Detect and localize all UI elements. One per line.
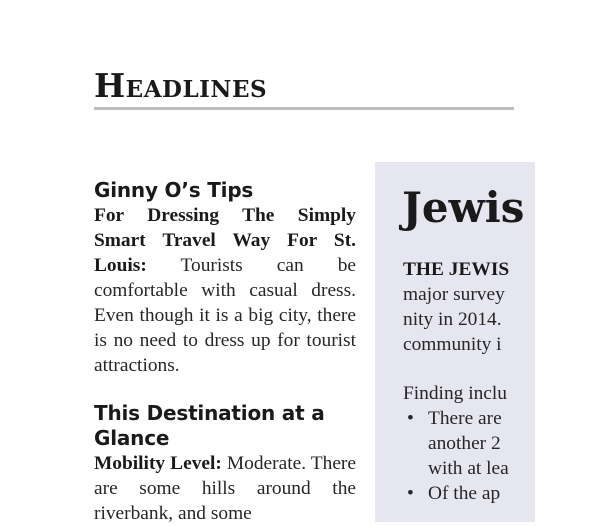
mobility-label: Mobility Level: — [94, 453, 222, 474]
sidebar-title: Jewis — [402, 183, 525, 232]
list-item — [403, 406, 509, 481]
sidebar-intro-line: nity in 2014. — [403, 309, 502, 330]
sidebar-intro-line: community i — [403, 334, 502, 355]
list-item-line: Of the ap — [428, 483, 501, 504]
bullet-icon: • — [407, 408, 414, 429]
tips-lead-text: Tourists can be comfortable with casual dress. Even though it is a big city, there is no need to dress up for tourist attractions. — [94, 255, 356, 376]
sidebar-bullet-list — [403, 406, 509, 506]
section-title: Headlines — [94, 66, 268, 105]
tips-lead-bold: For Dressing The Simply Smart Travel Way For St. Louis: — [94, 205, 356, 276]
bullet-icon: • — [407, 483, 414, 504]
sidebar-intro-bold: THE JEWIS — [403, 259, 510, 280]
header-divider — [94, 107, 514, 110]
list-item-line: with at lea — [428, 458, 509, 479]
tips-heading: Ginny O’s Tips — [94, 178, 254, 202]
tips-paragraph — [94, 203, 356, 378]
list-item-line: There are — [428, 408, 502, 429]
list-item — [403, 481, 509, 506]
main-column — [94, 178, 356, 526]
spacer — [94, 378, 356, 401]
list-item-line: another 2 — [428, 433, 501, 454]
glance-heading: This Destination at a Glance — [94, 401, 325, 450]
mobility-text: Moderate. There are some hills around the riverbank, and some — [94, 453, 356, 524]
sidebar-intro-line: major survey — [403, 284, 505, 305]
mobility-paragraph — [94, 451, 356, 526]
sidebar-finding-line: Finding inclu — [403, 383, 507, 404]
sidebar-intro-line — [403, 257, 603, 282]
